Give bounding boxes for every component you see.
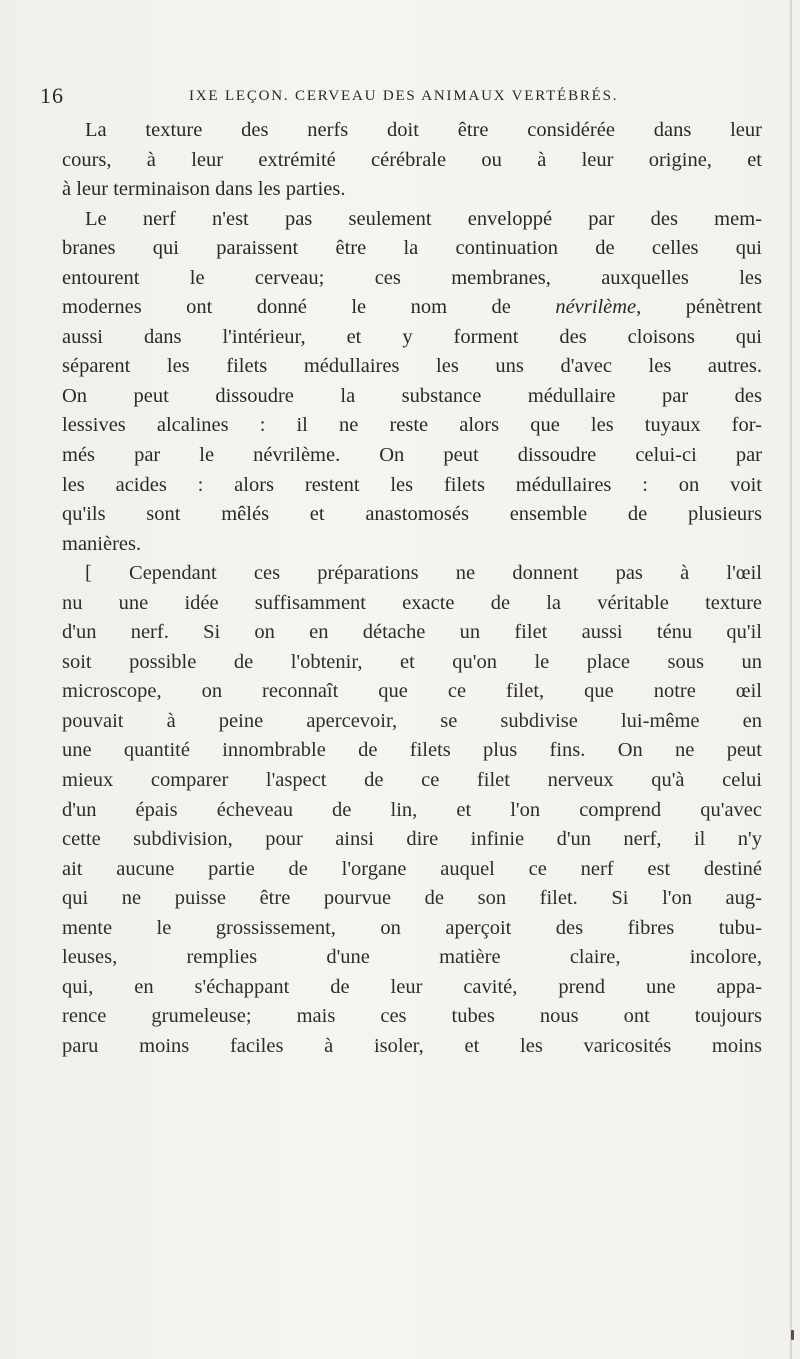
text-line: séparent les filets médullaires les uns d'avec les autres. bbox=[62, 355, 762, 378]
text-line: mieux comparer l'aspect de ce filet nerveux qu'à celui bbox=[62, 769, 762, 792]
bracketed-paragraph bbox=[62, 559, 762, 1061]
running-head bbox=[40, 83, 740, 113]
text-line: une quantité innombrable de filets plus fins. On ne peut bbox=[62, 739, 762, 762]
text-line: paru moins faciles à isoler, et les varicosités moins bbox=[62, 1034, 762, 1057]
text-line bbox=[62, 293, 762, 323]
text-line: lessives alcalines : il ne reste alors que les tuyaux for- bbox=[62, 414, 762, 437]
text-line: rence grumeleuse; mais ces tubes nous ont toujours bbox=[62, 1005, 762, 1028]
text-line: La texture des nerfs doit être considérée dans leur bbox=[85, 119, 762, 141]
text-line: [ Cependant ces préparations ne donnent pas à l'œil bbox=[85, 562, 762, 585]
text-line: branes qui paraissent être la continuation de celles qui bbox=[62, 237, 762, 260]
text-line: cours, à leur extrémité cérébrale ou à leur origine, et bbox=[62, 148, 762, 171]
text-line: qu'ils sont mêlés et anastomosés ensemble de plusieurs bbox=[62, 503, 762, 526]
text-line: les acides : alors restent les filets médullaires : on voit bbox=[62, 473, 762, 496]
text-line: pouvait à peine apercevoir, se subdivise lui-même en bbox=[62, 709, 762, 732]
ink-speck bbox=[791, 1330, 794, 1340]
text-line: à leur terminaison dans les parties. bbox=[62, 178, 346, 201]
text-line: d'un nerf. Si on en détache un filet aussi ténu qu'il bbox=[62, 621, 762, 644]
text-line: més par le névrilème. On peut dissoudre celui-ci par bbox=[62, 444, 762, 467]
text-line: aussi dans l'intérieur, et y forment des cloisons qui bbox=[62, 325, 762, 348]
text-line: manières. bbox=[62, 532, 142, 555]
text-line: qui, en s'échappant de leur cavité, prend une appa- bbox=[62, 975, 762, 998]
chapter-header: IXE LEÇON. CERVEAU DES ANIMAUX VERTÉBRÉS. bbox=[189, 88, 619, 104]
text-line: Le nerf n'est pas seulement enveloppé par des mem- bbox=[85, 207, 762, 230]
text-line: leuses, remplies d'une matière claire, incolore, bbox=[62, 946, 762, 969]
text-line: entourent le cerveau; ces membranes, auxquelles les bbox=[62, 266, 762, 289]
text-line: qui ne puisse être pourvue de son filet. Si l'on aug- bbox=[62, 887, 762, 910]
text-line: d'un épais écheveau de lin, et l'on comprend qu'avec bbox=[62, 798, 762, 821]
text-line: nu une idée suffisamment exacte de la véritable texture bbox=[62, 591, 762, 614]
page-edge-shadow bbox=[790, 0, 792, 1359]
text-segment: modernes ont donné le nom de bbox=[62, 296, 556, 319]
text-segment: , pénètrent bbox=[636, 296, 763, 319]
text-line: mente le grossissement, on aperçoit des fibres tubu- bbox=[62, 916, 762, 939]
body-text bbox=[62, 116, 762, 1062]
term-nevrileme: névrilème bbox=[555, 296, 637, 319]
page-number: 16 bbox=[40, 83, 64, 108]
text-line: soit possible de l'obtenir, et qu'on le place sous un bbox=[62, 650, 762, 673]
text-line: microscope, on reconnaît que ce filet, que notre œil bbox=[62, 680, 762, 703]
text-line: On peut dissoudre la substance médullaire par des bbox=[62, 384, 762, 407]
text-line: cette subdivision, pour ainsi dire infinie d'un nerf, il n'y bbox=[62, 828, 762, 851]
text-line: ait aucune partie de l'organe auquel ce nerf est destiné bbox=[62, 857, 762, 880]
